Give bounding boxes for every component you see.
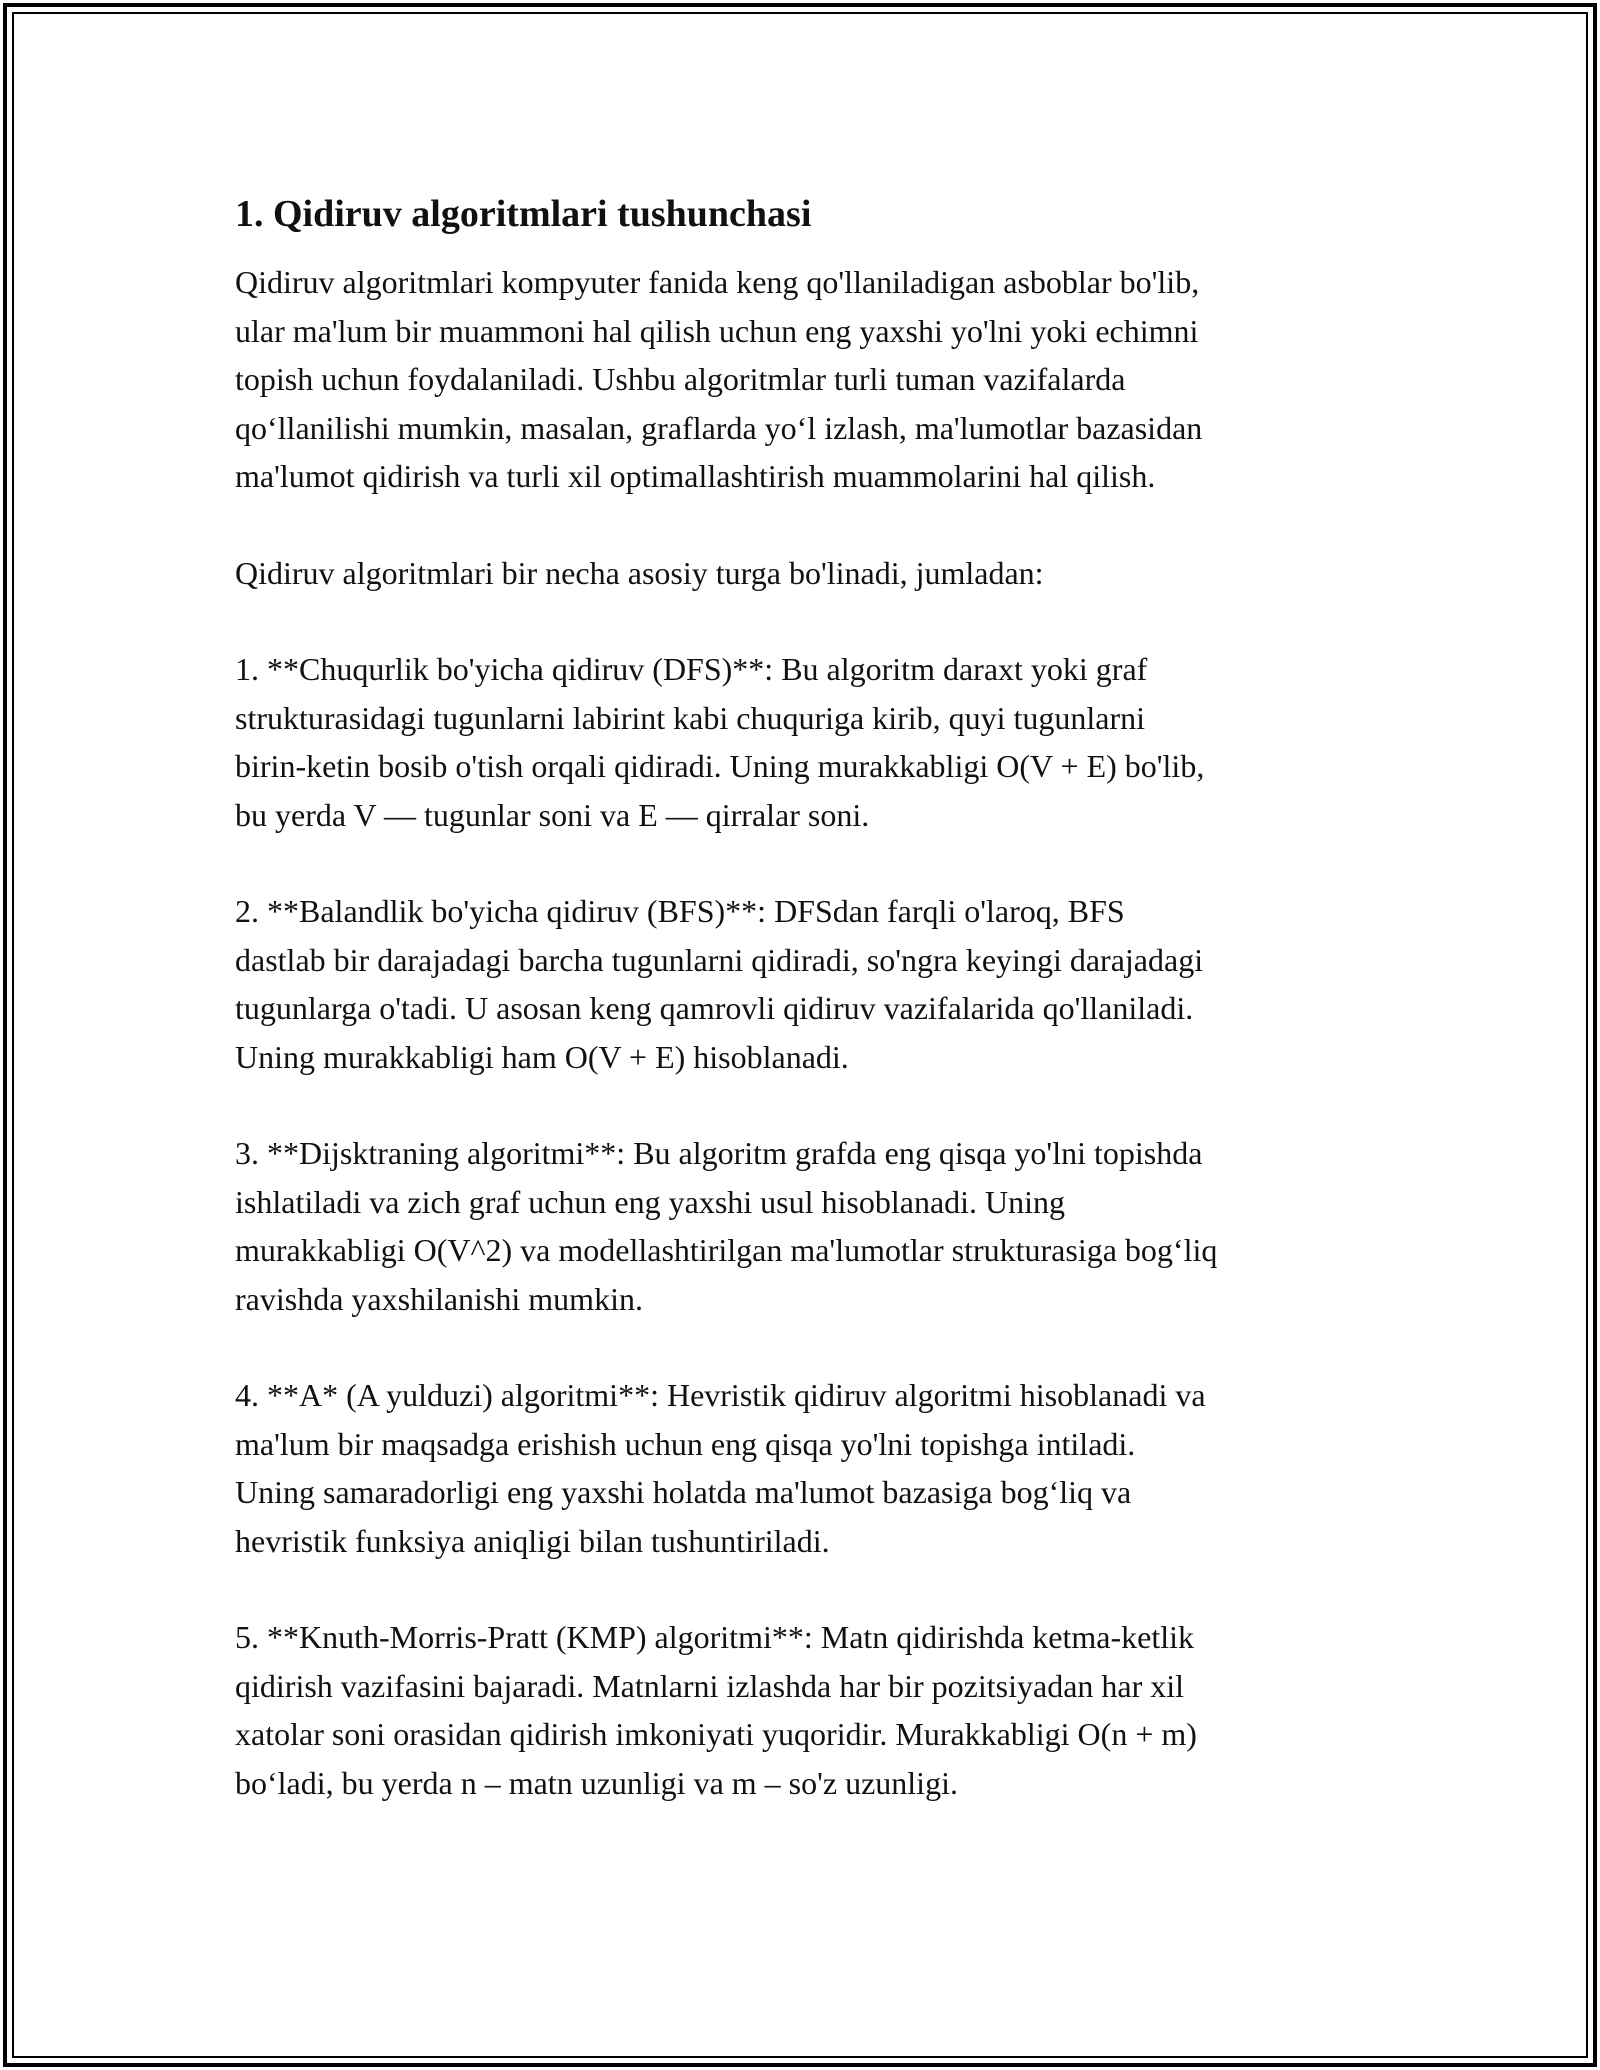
text-line: Qidiruv algoritmlari bir necha asosiy turga bo'linadi, jumladan: (235, 554, 1044, 591)
text-line: 5. **Knuth-Morris-Pratt (KMP) algoritmi**: Matn qidirishda ketma-ketlik (235, 1619, 1194, 1655)
text-line: Uning murakkabligi ham O(V + E) hisoblanadi. (235, 1038, 849, 1075)
text-line: ular ma'lum bir muammoni hal qilish uchun eng yaxshi yo'lni yoki echimni (235, 312, 1199, 349)
text-line: bo‘ladi, bu yerda n – matn uzunligi va m – so'z uzunligi. (235, 1764, 958, 1801)
intro-paragraph (235, 258, 1385, 501)
text-line: ravishda yaxshilanishi mumkin. (235, 1280, 643, 1317)
document-body (235, 190, 1385, 1855)
text-line: qo‘llanilishi mumkin, masalan, graflarda yo‘l izlash, ma'lumotlar bazasidan (235, 409, 1203, 446)
text-line: Uning samaradorligi eng yaxshi holatda ma'lumot bazasiga bog‘liq va (235, 1474, 1132, 1510)
text-line: 3. **Dijsktraning algoritmi**: Bu algoritm grafda eng qisqa yo'lni topishda (235, 1135, 1203, 1171)
text-line: ishlatiladi va zich graf uchun eng yaxshi usul hisoblanadi. Uning (235, 1183, 1066, 1220)
text-line: murakkabligi O(V^2) va modellashtirilgan ma'lumotlar strukturasiga bog‘liq (235, 1232, 1218, 1268)
text-line: ma'lumot qidirish va turli xil optimallashtirish muammolarini hal qilish. (235, 458, 1156, 494)
types-intro-paragraph (235, 549, 1385, 598)
section-heading: 1. Qidiruv algoritmlari tushunchasi (235, 193, 812, 235)
list-item-dijkstra (235, 1129, 1385, 1323)
list-item-astar (235, 1371, 1385, 1565)
text-line: bu yerda V — tugunlar soni va E — qirralar soni. (235, 796, 870, 833)
text-line: xatolar soni orasidan qidirish imkoniyati yuqoridir. Murakkabligi O(n + m) (235, 1716, 1197, 1752)
text-line: hevristik funksiya aniqligi bilan tushuntiriladi. (235, 1522, 830, 1559)
text-line: 4. **A* (A yulduzi) algoritmi**: Hevristik qidiruv algoritmi hisoblanadi va (235, 1377, 1206, 1413)
text-line: dastlab bir darajadagi barcha tugunlarni qidiradi, so'ngra keyingi darajadagi (235, 941, 1204, 978)
text-line: 1. **Chuqurlik bo'yicha qidiruv (DFS)**: Bu algoritm daraxt yoki graf (235, 651, 1148, 687)
text-line: strukturasidagi tugunlarni labirint kabi chuquriga kirib, quyi tugunlarni (235, 699, 1146, 736)
text-line: 2. **Balandlik bo'yicha qidiruv (BFS)**: DFSdan farqli o'laroq, BFS (235, 893, 1125, 929)
text-line: birin-ketin bosib o'tish orqali qidiradi. Uning murakkabligi O(V + E) bo'lib, (235, 748, 1205, 784)
text-line: tugunlarga o'tadi. U asosan keng qamrovli qidiruv vazifalarida qo'llaniladi. (235, 990, 1194, 1026)
list-item-bfs (235, 887, 1385, 1081)
text-line: topish uchun foydalaniladi. Ushbu algoritmlar turli tuman vazifalarda (235, 361, 1126, 397)
list-item-kmp (235, 1613, 1385, 1807)
text-line: Qidiruv algoritmlari kompyuter fanida keng qo'llaniladigan asboblar bo'lib, (235, 264, 1200, 300)
list-item-dfs (235, 645, 1385, 839)
text-line: ma'lum bir maqsadga erishish uchun eng qisqa yo'lni topishga intiladi. (235, 1425, 1136, 1462)
text-line: qidirish vazifasini bajaradi. Matnlarni izlashda har bir pozitsiyadan har xil (235, 1667, 1185, 1704)
